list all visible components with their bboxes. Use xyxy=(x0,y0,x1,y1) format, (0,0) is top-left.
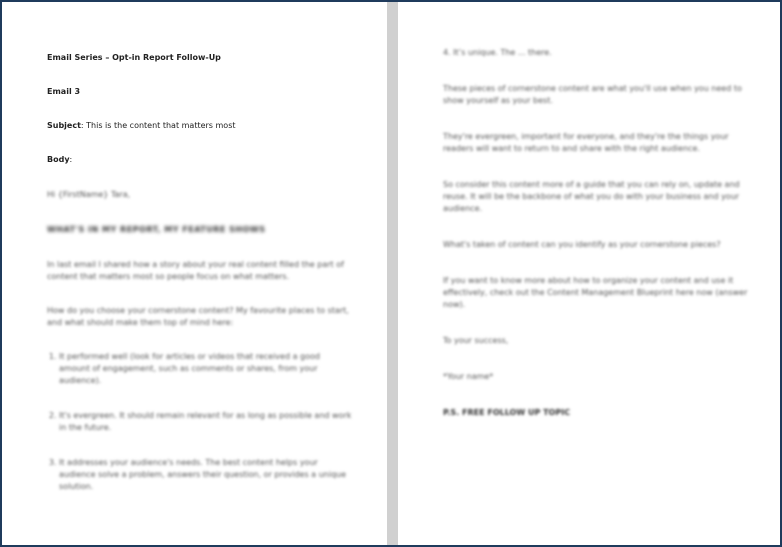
subject-line xyxy=(47,120,352,132)
blurred-list-item: 2. It's evergreen. It should remain relevant for as long as possible and work in the future. xyxy=(59,410,352,434)
blurred-paragraph: P.S. FREE FOLLOW UP TOPIC xyxy=(443,408,571,417)
document-viewport xyxy=(2,2,780,545)
series-title: Email Series – Opt-in Report Follow-Up xyxy=(47,53,221,62)
document-page-right xyxy=(398,2,780,545)
blurred-greeting: Hi {FirstName} Tara, xyxy=(47,190,131,199)
document-page-left xyxy=(2,2,387,545)
blurred-paragraph: If you want to know more about how to organize your content and use it effectively, check out the Content Management Blueprint here now (answer now). xyxy=(443,276,748,309)
body-separator: : xyxy=(69,155,73,164)
blurred-paragraph: In last email I shared how a story about your real content filled the part of content that matters most so people focus on what matters. xyxy=(47,260,344,281)
blurred-list-item: 1. It performed well (look for articles or videos that received a good amount of engagement, such as comments or shares, from your audience). xyxy=(59,351,352,387)
blurred-paragraph: These pieces of cornerstone content are what you'll use when you need to show yourself as your best. xyxy=(443,84,742,105)
blurred-paragraph: *Your name* xyxy=(443,372,494,381)
subject-label: Subject xyxy=(47,121,81,130)
subject-separator: : xyxy=(80,121,84,130)
blurred-paragraph: 4. It’s unique. The ... there. xyxy=(443,48,552,57)
blurred-paragraph: To your success, xyxy=(443,336,509,345)
blurred-list xyxy=(47,351,352,493)
body-label: Body xyxy=(47,155,70,164)
body-line xyxy=(47,154,352,166)
blurred-paragraph: So consider this content more of a guide that you can rely on, update and reuse. It will be the backbone of what you do with your business and your audience. xyxy=(443,180,740,213)
blurred-subheading: WHAT'S IN MY REPORT, MY FEATURE SHOWS xyxy=(47,225,266,234)
page-gutter xyxy=(387,2,398,545)
subject-value: This is the content that matters most xyxy=(83,121,236,130)
blurred-paragraph: How do you choose your cornerstone content? My favourite places to start, and what should make them top of mind here: xyxy=(47,306,349,327)
blurred-list-item: 3. It addresses your audience's needs. The best content helps your audience solve a problem, answers their question, or provides a unique solution. xyxy=(59,457,352,493)
email-number: Email 3 xyxy=(47,87,81,96)
blurred-paragraph: What's taken of content can you identify as your cornerstone pieces? xyxy=(443,240,721,249)
blurred-paragraph: They're evergreen, important for everyone, and they're the things your readers will want to return to and share with the right audience. xyxy=(443,132,729,153)
